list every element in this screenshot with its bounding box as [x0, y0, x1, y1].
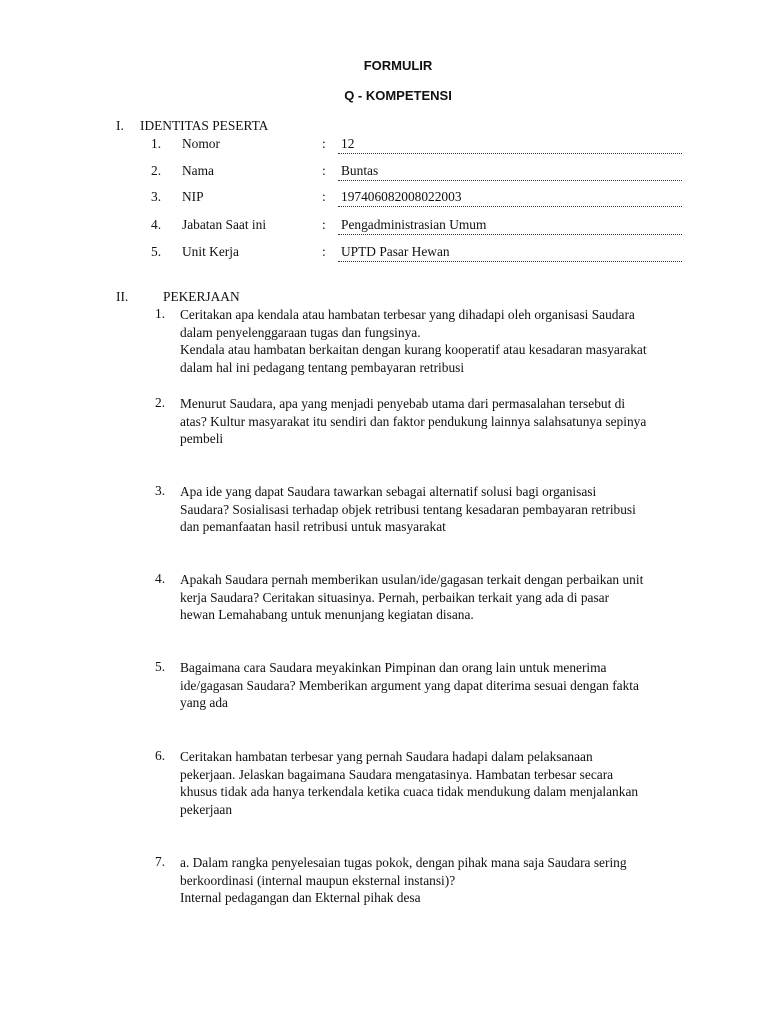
section-1-title: IDENTITAS PESERTA	[140, 118, 269, 133]
question-line: kerja Saudara? Ceritakan situasinya. Pernah, perbaikan terkait yang ada di pasar	[180, 589, 610, 605]
row-colon: :	[322, 189, 326, 204]
question-line: Bagaimana cara Saudara meyakinkan Pimpinan dan orang lain untuk menerima	[180, 660, 607, 675]
question-text	[180, 659, 700, 712]
answer-line: dan pemanfaatan hasil retribusi untuk masyarakat	[180, 519, 446, 535]
dotted-line	[338, 180, 682, 181]
question-line: Saudara? Sosialisasi terhadap objek retribusi tentang kesadaran pembayaran retribusi	[180, 501, 636, 517]
question-line: a. Dalam rangka penyelesaian tugas pokok, dengan pihak mana saja Saudara sering	[180, 855, 627, 870]
section-2-title: PEKERJAAN	[163, 289, 240, 304]
row-number: 5.	[151, 244, 162, 259]
identity-row-jabatan	[0, 217, 768, 243]
row-number: 2.	[151, 163, 162, 178]
answer-line: yang ada	[180, 695, 228, 711]
section-1-number: I.	[116, 118, 124, 133]
answer-line: Internal pedagangan dan Ekternal pihak desa	[180, 890, 421, 906]
question-text	[180, 748, 700, 818]
row-value: 12	[341, 136, 355, 151]
question-line: Menurut Saudara, apa yang menjadi penyebab utama dari permasalahan tersebut di	[180, 396, 626, 411]
question-line: Apa ide yang dapat Saudara tawarkan sebagai alternatif solusi bagi organisasi	[180, 484, 597, 499]
answer-line: dalam hal ini pedagang tentang pembayaran retribusi	[180, 359, 465, 375]
row-colon: :	[322, 136, 326, 151]
question-number: 4.	[155, 571, 166, 586]
identity-row-nomor	[0, 136, 768, 162]
question-text	[180, 854, 700, 907]
identity-row-nama	[0, 163, 768, 189]
row-value: UPTD Pasar Hewan	[341, 244, 450, 259]
question-number: 5.	[155, 659, 166, 674]
answer-line: Kendala atau hambatan berkaitan dengan kurang kooperatif atau kesadaran masyarakat	[180, 342, 647, 358]
row-number: 4.	[151, 217, 162, 232]
answer-line: pembeli	[180, 431, 224, 447]
question-line: ide/gagasan Saudara? Memberikan argument yang dapat diterima sesuai dengan fakta	[180, 677, 639, 693]
identity-row-nip	[0, 189, 768, 215]
question-text	[180, 395, 700, 448]
question-line: Ceritakan apa kendala atau hambatan terbesar yang dihadapi oleh organisasi Saudara	[180, 307, 635, 322]
question-line: berkoordinasi (internal maupun eksternal instansi)?	[180, 872, 456, 888]
dotted-line	[338, 206, 682, 207]
form-subtitle: Q - KOMPETENSI	[344, 88, 452, 103]
dotted-line	[338, 153, 682, 154]
question-number: 2.	[155, 395, 166, 410]
question-line: pekerjaan. Jelaskan bagaimana Saudara mengatasinya. Hambatan terbesar secara	[180, 766, 614, 782]
answer-line: hewan Lemahabang untuk menunjang kegiatan disana.	[180, 607, 474, 623]
row-label: Nama	[182, 163, 214, 178]
row-label: Nomor	[182, 136, 220, 151]
question-number: 3.	[155, 483, 166, 498]
dotted-line	[338, 261, 682, 262]
question-number: 7.	[155, 854, 166, 869]
question-text	[180, 306, 700, 376]
question-line: dalam penyelenggaraan tugas dan fungsinya.	[180, 324, 421, 340]
row-number: 3.	[151, 189, 162, 204]
row-colon: :	[322, 217, 326, 232]
row-colon: :	[322, 163, 326, 178]
answer-line: pekerjaan	[180, 801, 233, 817]
answer-line: khusus tidak ada hanya terkendala ketika cuaca tidak mendukung dalam menjalankan	[180, 784, 639, 800]
question-number: 1.	[155, 306, 166, 321]
question-line: Ceritakan hambatan terbesar yang pernah Saudara hadapi dalam pelaksanaan	[180, 749, 593, 764]
section-2-number: II.	[116, 289, 129, 304]
question-text	[180, 571, 700, 624]
question-line: atas? Kultur masyarakat itu sendiri dan faktor pendukung lainnya salahsatunya sepinya	[180, 413, 647, 429]
question-line: Apakah Saudara pernah memberikan usulan/ide/gagasan terkait dengan perbaikan unit	[180, 572, 644, 587]
row-value: Buntas	[341, 163, 379, 178]
row-label: NIP	[182, 189, 204, 204]
row-value: 197406082008022003	[341, 189, 462, 204]
identity-row-unit-kerja	[0, 244, 768, 270]
question-number: 6.	[155, 748, 166, 763]
row-value: Pengadministrasian Umum	[341, 217, 487, 232]
question-text	[180, 483, 700, 536]
row-label: Jabatan Saat ini	[182, 217, 267, 232]
row-number: 1.	[151, 136, 162, 151]
row-label: Unit Kerja	[182, 244, 239, 259]
form-title: FORMULIR	[363, 58, 433, 73]
dotted-line	[338, 234, 682, 235]
row-colon: :	[322, 244, 326, 259]
